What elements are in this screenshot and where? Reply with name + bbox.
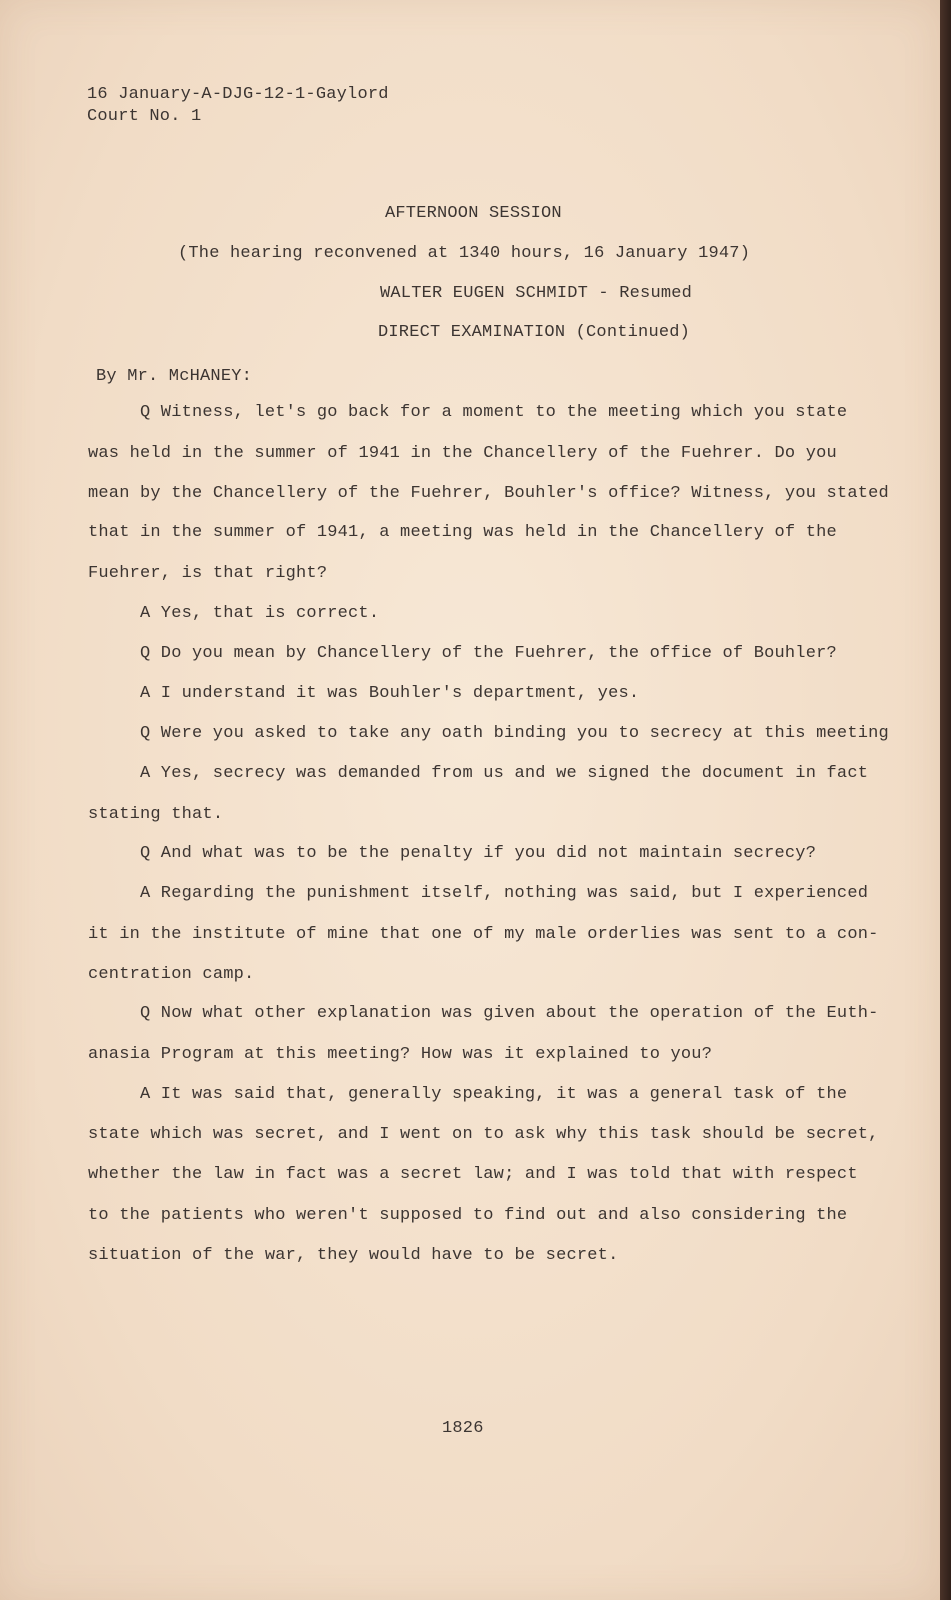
witness-name: WALTER EUGEN SCHMIDT - Resumed	[380, 284, 693, 303]
body-line: Q Now what other explanation was given about the operation of the Euth-	[140, 1004, 879, 1023]
body-line: Q And what was to be the penalty if you did not maintain secrecy?	[140, 844, 817, 863]
body-line: Q Were you asked to take any oath binding you to secrecy at this meeting	[140, 724, 889, 743]
body-line: A I understand it was Bouhler's department, yes.	[140, 684, 640, 703]
body-line: anasia Program at this meeting? How was it explained to you?	[88, 1045, 713, 1064]
reconvened-note: (The hearing reconvened at 1340 hours, 16 January 1947)	[178, 244, 751, 263]
header-line-2: Court No. 1	[87, 107, 202, 126]
body-line: it in the institute of mine that one of my male orderlies was sent to a con-	[88, 925, 879, 944]
body-line: was held in the summer of 1941 in the Chancellery of the Fuehrer. Do you	[88, 444, 837, 463]
page-edge	[940, 0, 951, 1600]
session-title: AFTERNOON SESSION	[385, 204, 562, 223]
examination-heading: DIRECT EXAMINATION (Continued)	[378, 323, 691, 342]
body-line: Q Witness, let's go back for a moment to the meeting which you state	[140, 403, 848, 422]
body-line: to the patients who weren't supposed to find out and also considering the	[88, 1206, 848, 1225]
body-line: that in the summer of 1941, a meeting was held in the Chancellery of the	[88, 523, 837, 542]
body-line: A Yes, that is correct.	[140, 604, 380, 623]
body-line: stating that.	[88, 805, 224, 824]
body-line: A Regarding the punishment itself, nothing was said, but I experienced	[140, 884, 869, 903]
examiner-line: By Mr. McHANEY:	[96, 367, 253, 386]
body-line: A It was said that, generally speaking, it was a general task of the	[140, 1085, 848, 1104]
page-number: 1826	[442, 1419, 484, 1438]
body-line: whether the law in fact was a secret law; and I was told that with respect	[88, 1165, 858, 1184]
body-line: situation of the war, they would have to be secret.	[88, 1246, 619, 1265]
body-line: A Yes, secrecy was demanded from us and we signed the document in fact	[140, 764, 869, 783]
body-line: centration camp.	[88, 965, 255, 984]
body-line: state which was secret, and I went on to ask why this task should be secret,	[88, 1125, 879, 1144]
header-line-1: 16 January-A-DJG-12-1-Gaylord	[87, 85, 389, 104]
body-line: Fuehrer, is that right?	[88, 564, 328, 583]
body-line: mean by the Chancellery of the Fuehrer, Bouhler's office? Witness, you stated	[88, 484, 889, 503]
body-line: Q Do you mean by Chancellery of the Fuehrer, the office of Bouhler?	[140, 644, 837, 663]
